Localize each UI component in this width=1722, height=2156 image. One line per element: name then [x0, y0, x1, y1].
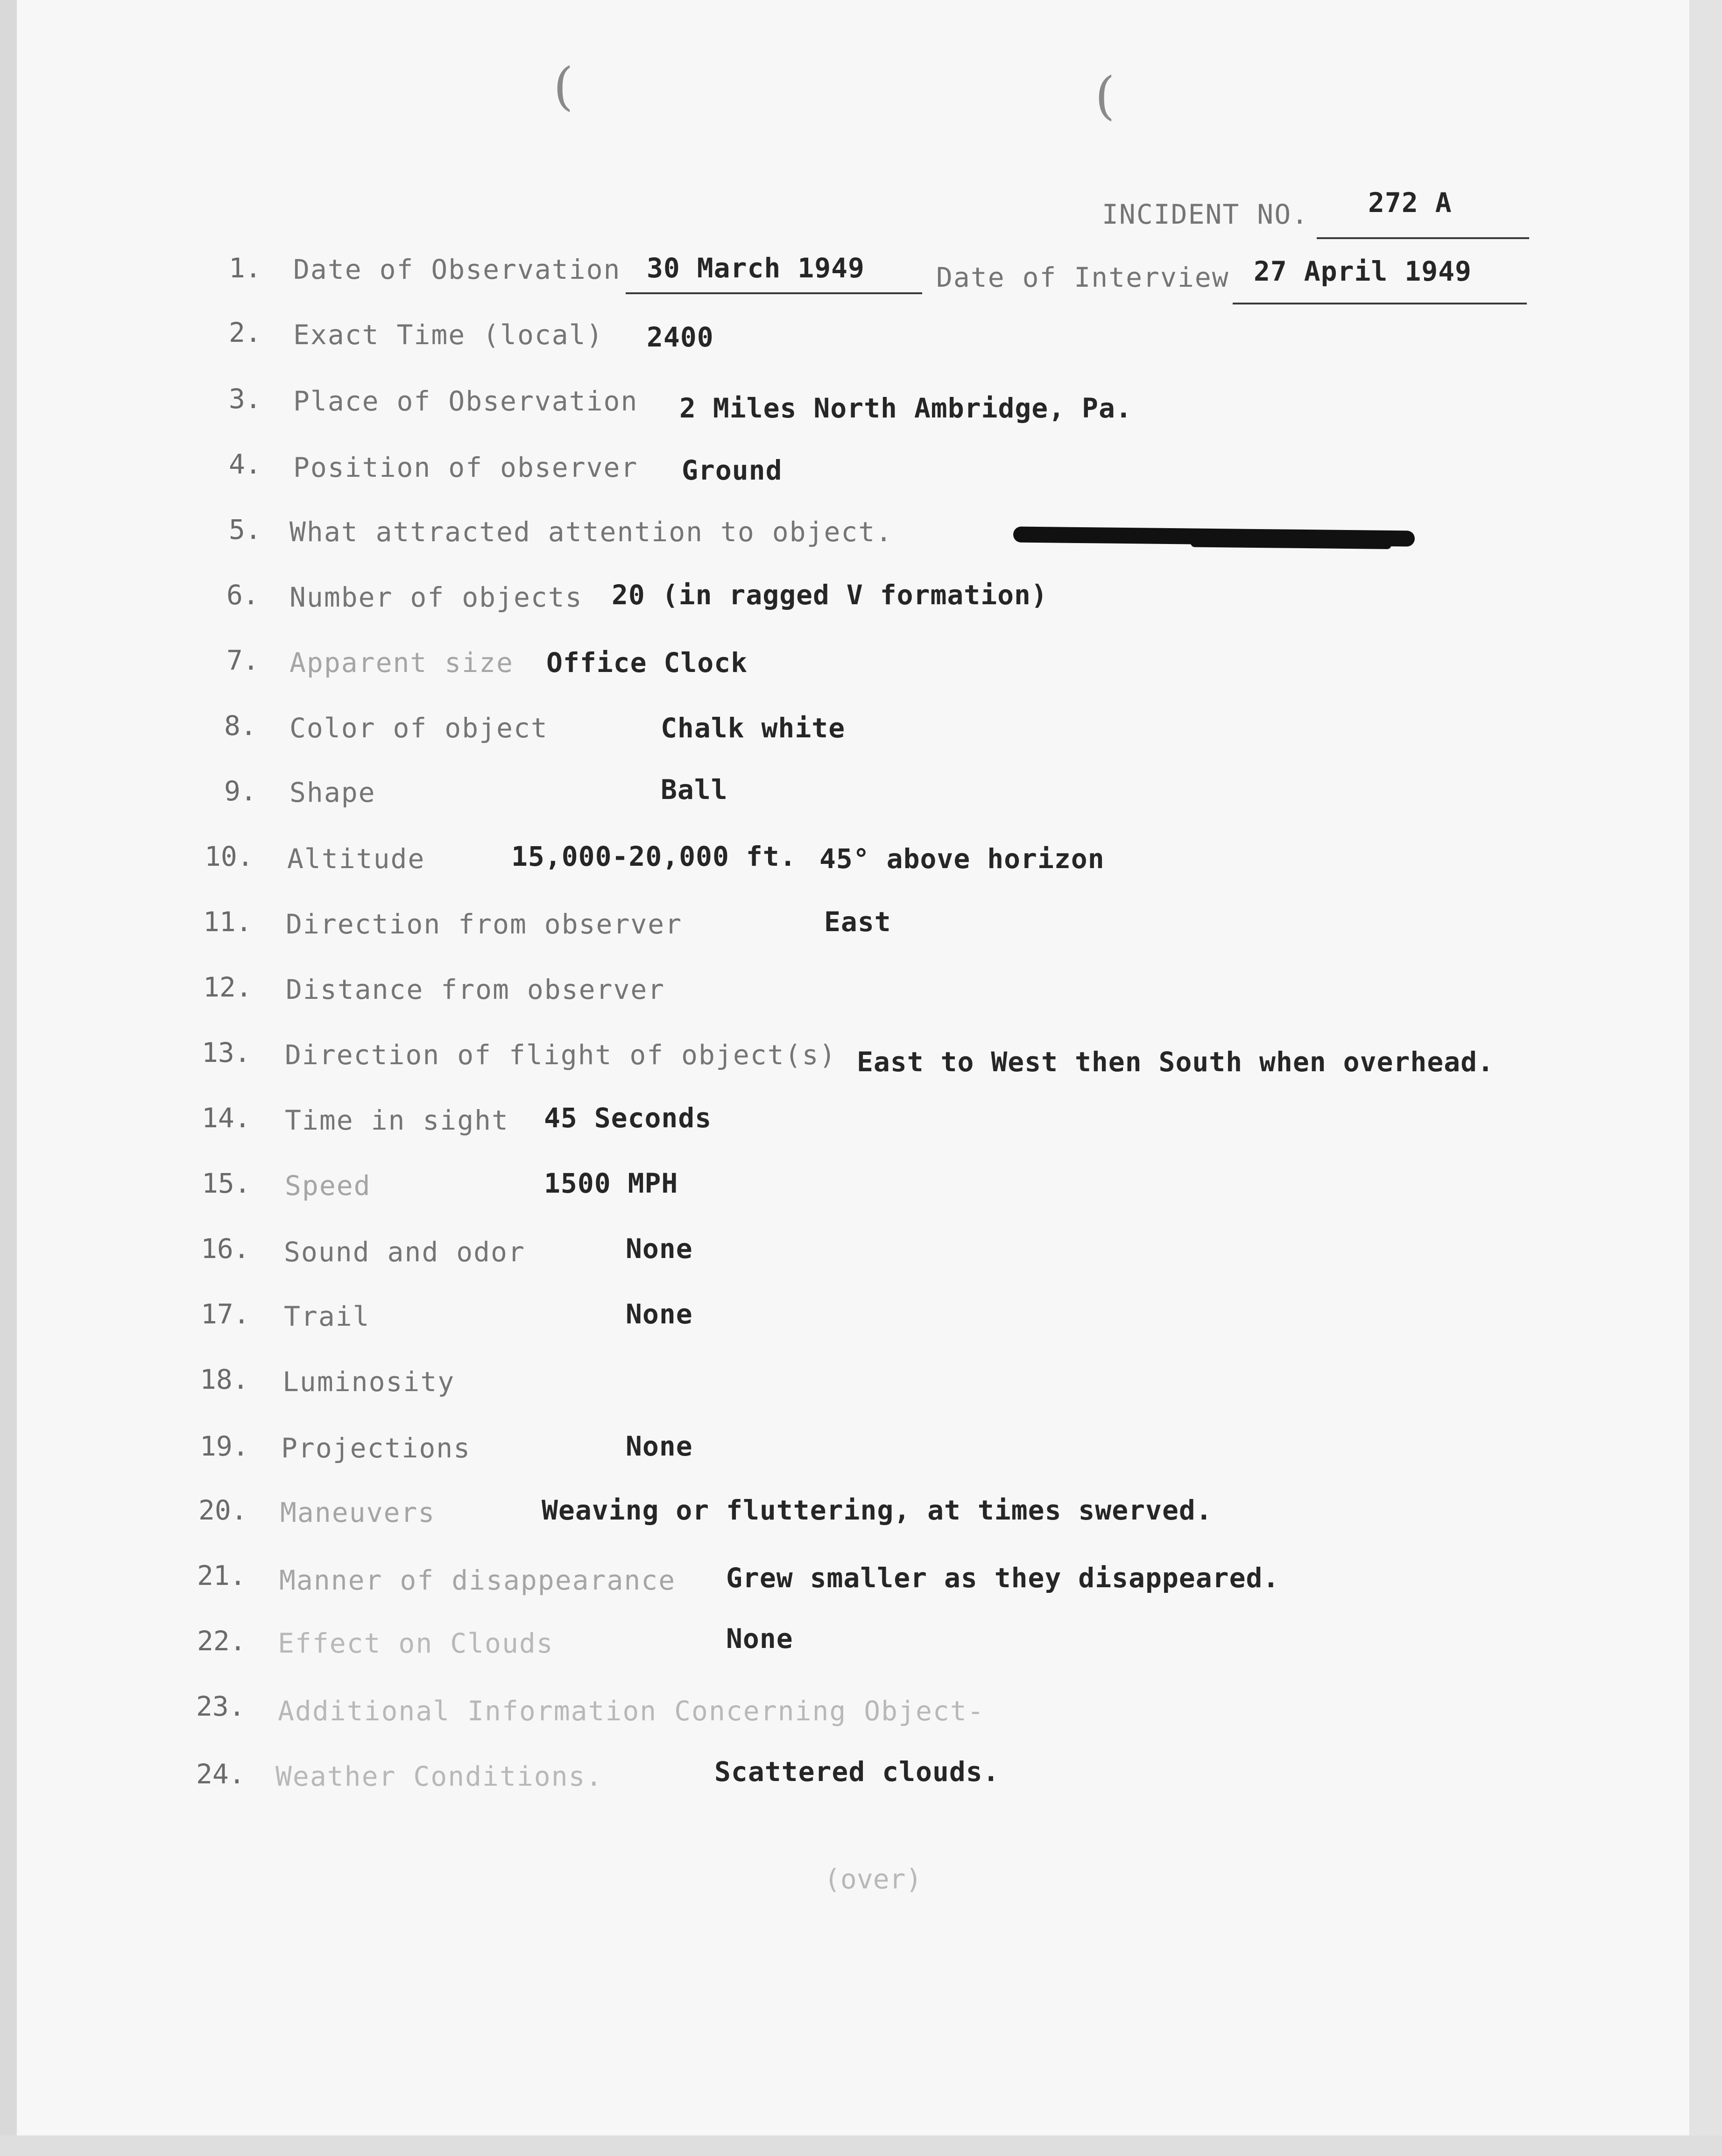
field-number: 8. — [224, 710, 257, 742]
field-label-effect-on-clouds: Effect on Clouds — [278, 1627, 554, 1659]
field-number: 19. — [200, 1430, 249, 1462]
field-label-apparent-size: Apparent size — [289, 647, 514, 679]
incident-number-label: INCIDENT NO. — [1102, 198, 1309, 230]
field-label-projections: Projections — [281, 1432, 471, 1464]
field-value-direction-from-observer: East — [824, 906, 891, 938]
field-number: 18. — [200, 1364, 249, 1395]
field-value-number-of-objects: 20 (in ragged V formation) — [612, 579, 1048, 611]
field-label-speed: Speed — [285, 1170, 371, 1202]
field-label-time-in-sight: Time in sight — [285, 1104, 509, 1136]
field-value-manner-of-disappearance: Grew smaller as they disappeared. — [726, 1562, 1280, 1594]
field-number: 14. — [202, 1102, 251, 1134]
observation-date-underline — [626, 292, 922, 294]
field-number: 10. — [205, 841, 254, 872]
field-number: 22. — [197, 1625, 246, 1657]
field-label-shape: Shape — [289, 777, 376, 808]
field-label-date-of-observation: Date of Observation — [293, 254, 621, 285]
field-label-weather-conditions: Weather Conditions. — [275, 1760, 603, 1792]
field-value-effect-on-clouds: None — [726, 1623, 793, 1654]
field-value-position-of-observer: Ground — [682, 454, 783, 486]
field-value-time-in-sight: 45 Seconds — [544, 1102, 712, 1134]
field-label-distance-from-observer: Distance from observer — [286, 974, 665, 1005]
field-number: 23. — [196, 1690, 245, 1722]
field-number: 17. — [201, 1298, 250, 1330]
field-number: 6. — [226, 579, 259, 611]
punch-mark-left: ( — [553, 57, 573, 116]
field-number: 12. — [203, 971, 252, 1003]
field-value-altitude-angle: 45° above horizon — [819, 843, 1105, 875]
field-label-color-of-object: Color of object — [289, 712, 548, 744]
page-edge-shadow — [0, 0, 17, 2156]
field-label-direction-from-observer: Direction from observer — [286, 908, 683, 940]
incident-number-value: 272 A — [1368, 187, 1452, 219]
field-label-manner-of-disappearance: Manner of disappearance — [279, 1564, 676, 1596]
redaction-bar — [1013, 526, 1415, 546]
field-value-place-of-observation: 2 Miles North Ambridge, Pa. — [679, 392, 1132, 424]
field-label-number-of-objects: Number of objects — [289, 581, 583, 613]
field-value-apparent-size: Office Clock — [546, 647, 748, 679]
field-label-sound-and-odor: Sound and odor — [284, 1236, 525, 1268]
field-label-date-of-interview: Date of Interview — [936, 262, 1229, 293]
field-number: 13. — [202, 1037, 251, 1068]
field-label-position-of-observer: Position of observer — [293, 452, 638, 483]
field-value-shape: Ball — [661, 774, 728, 806]
field-label-exact-time: Exact Time (local) — [293, 319, 604, 351]
field-value-direction-of-flight: East to West then South when overhead. — [857, 1046, 1494, 1078]
field-number: 2. — [229, 317, 261, 348]
field-value-date-of-observation: 30 March 1949 — [647, 252, 865, 284]
field-number: 24. — [196, 1758, 245, 1790]
field-label-luminosity: Luminosity — [282, 1366, 455, 1398]
field-value-color-of-object: Chalk white — [661, 712, 846, 744]
field-value-altitude: 15,000-20,000 ft. — [511, 841, 797, 872]
field-number: 21. — [197, 1560, 246, 1591]
field-value-exact-time: 2400 — [647, 321, 714, 353]
field-number: 20. — [198, 1494, 247, 1526]
field-value-sound-and-odor: None — [626, 1233, 693, 1265]
field-number: 15. — [202, 1167, 251, 1199]
field-number: 16. — [201, 1233, 250, 1265]
field-label-altitude: Altitude — [287, 843, 425, 875]
field-number: 1. — [229, 252, 261, 284]
field-label-additional-information: Additional Information Concerning Object- — [278, 1695, 985, 1727]
field-label-direction-of-flight: Direction of flight of object(s) — [285, 1039, 837, 1071]
page-turn-note: (over) — [824, 1863, 922, 1895]
field-value-speed: 1500 MPH — [544, 1167, 678, 1199]
field-number: 11. — [203, 906, 252, 938]
field-value-maneuvers: Weaving or fluttering, at times swerved. — [542, 1494, 1213, 1526]
field-label-trail: Trail — [284, 1301, 370, 1332]
field-value-trail: None — [626, 1298, 693, 1330]
field-number: 4. — [229, 448, 261, 480]
field-label-what-attracted-attention: What attracted attention to object. — [289, 516, 893, 548]
field-label-place-of-observation: Place of Observation — [293, 385, 638, 417]
field-number: 5. — [229, 514, 261, 545]
field-label-maneuvers: Maneuvers — [280, 1497, 436, 1528]
field-number: 7. — [226, 644, 259, 676]
field-value-weather-conditions: Scattered clouds. — [714, 1756, 1000, 1788]
field-number: 3. — [229, 383, 261, 415]
field-value-projections: None — [626, 1430, 693, 1462]
interview-date-underline — [1233, 303, 1527, 304]
punch-mark-right: ( — [1095, 66, 1115, 126]
field-value-date-of-interview: 27 April 1949 — [1254, 255, 1472, 287]
incident-number-underline — [1317, 237, 1529, 239]
field-number: 9. — [224, 775, 257, 807]
page-edge-right — [1689, 0, 1722, 2156]
page-edge-bottom — [0, 2135, 1722, 2156]
